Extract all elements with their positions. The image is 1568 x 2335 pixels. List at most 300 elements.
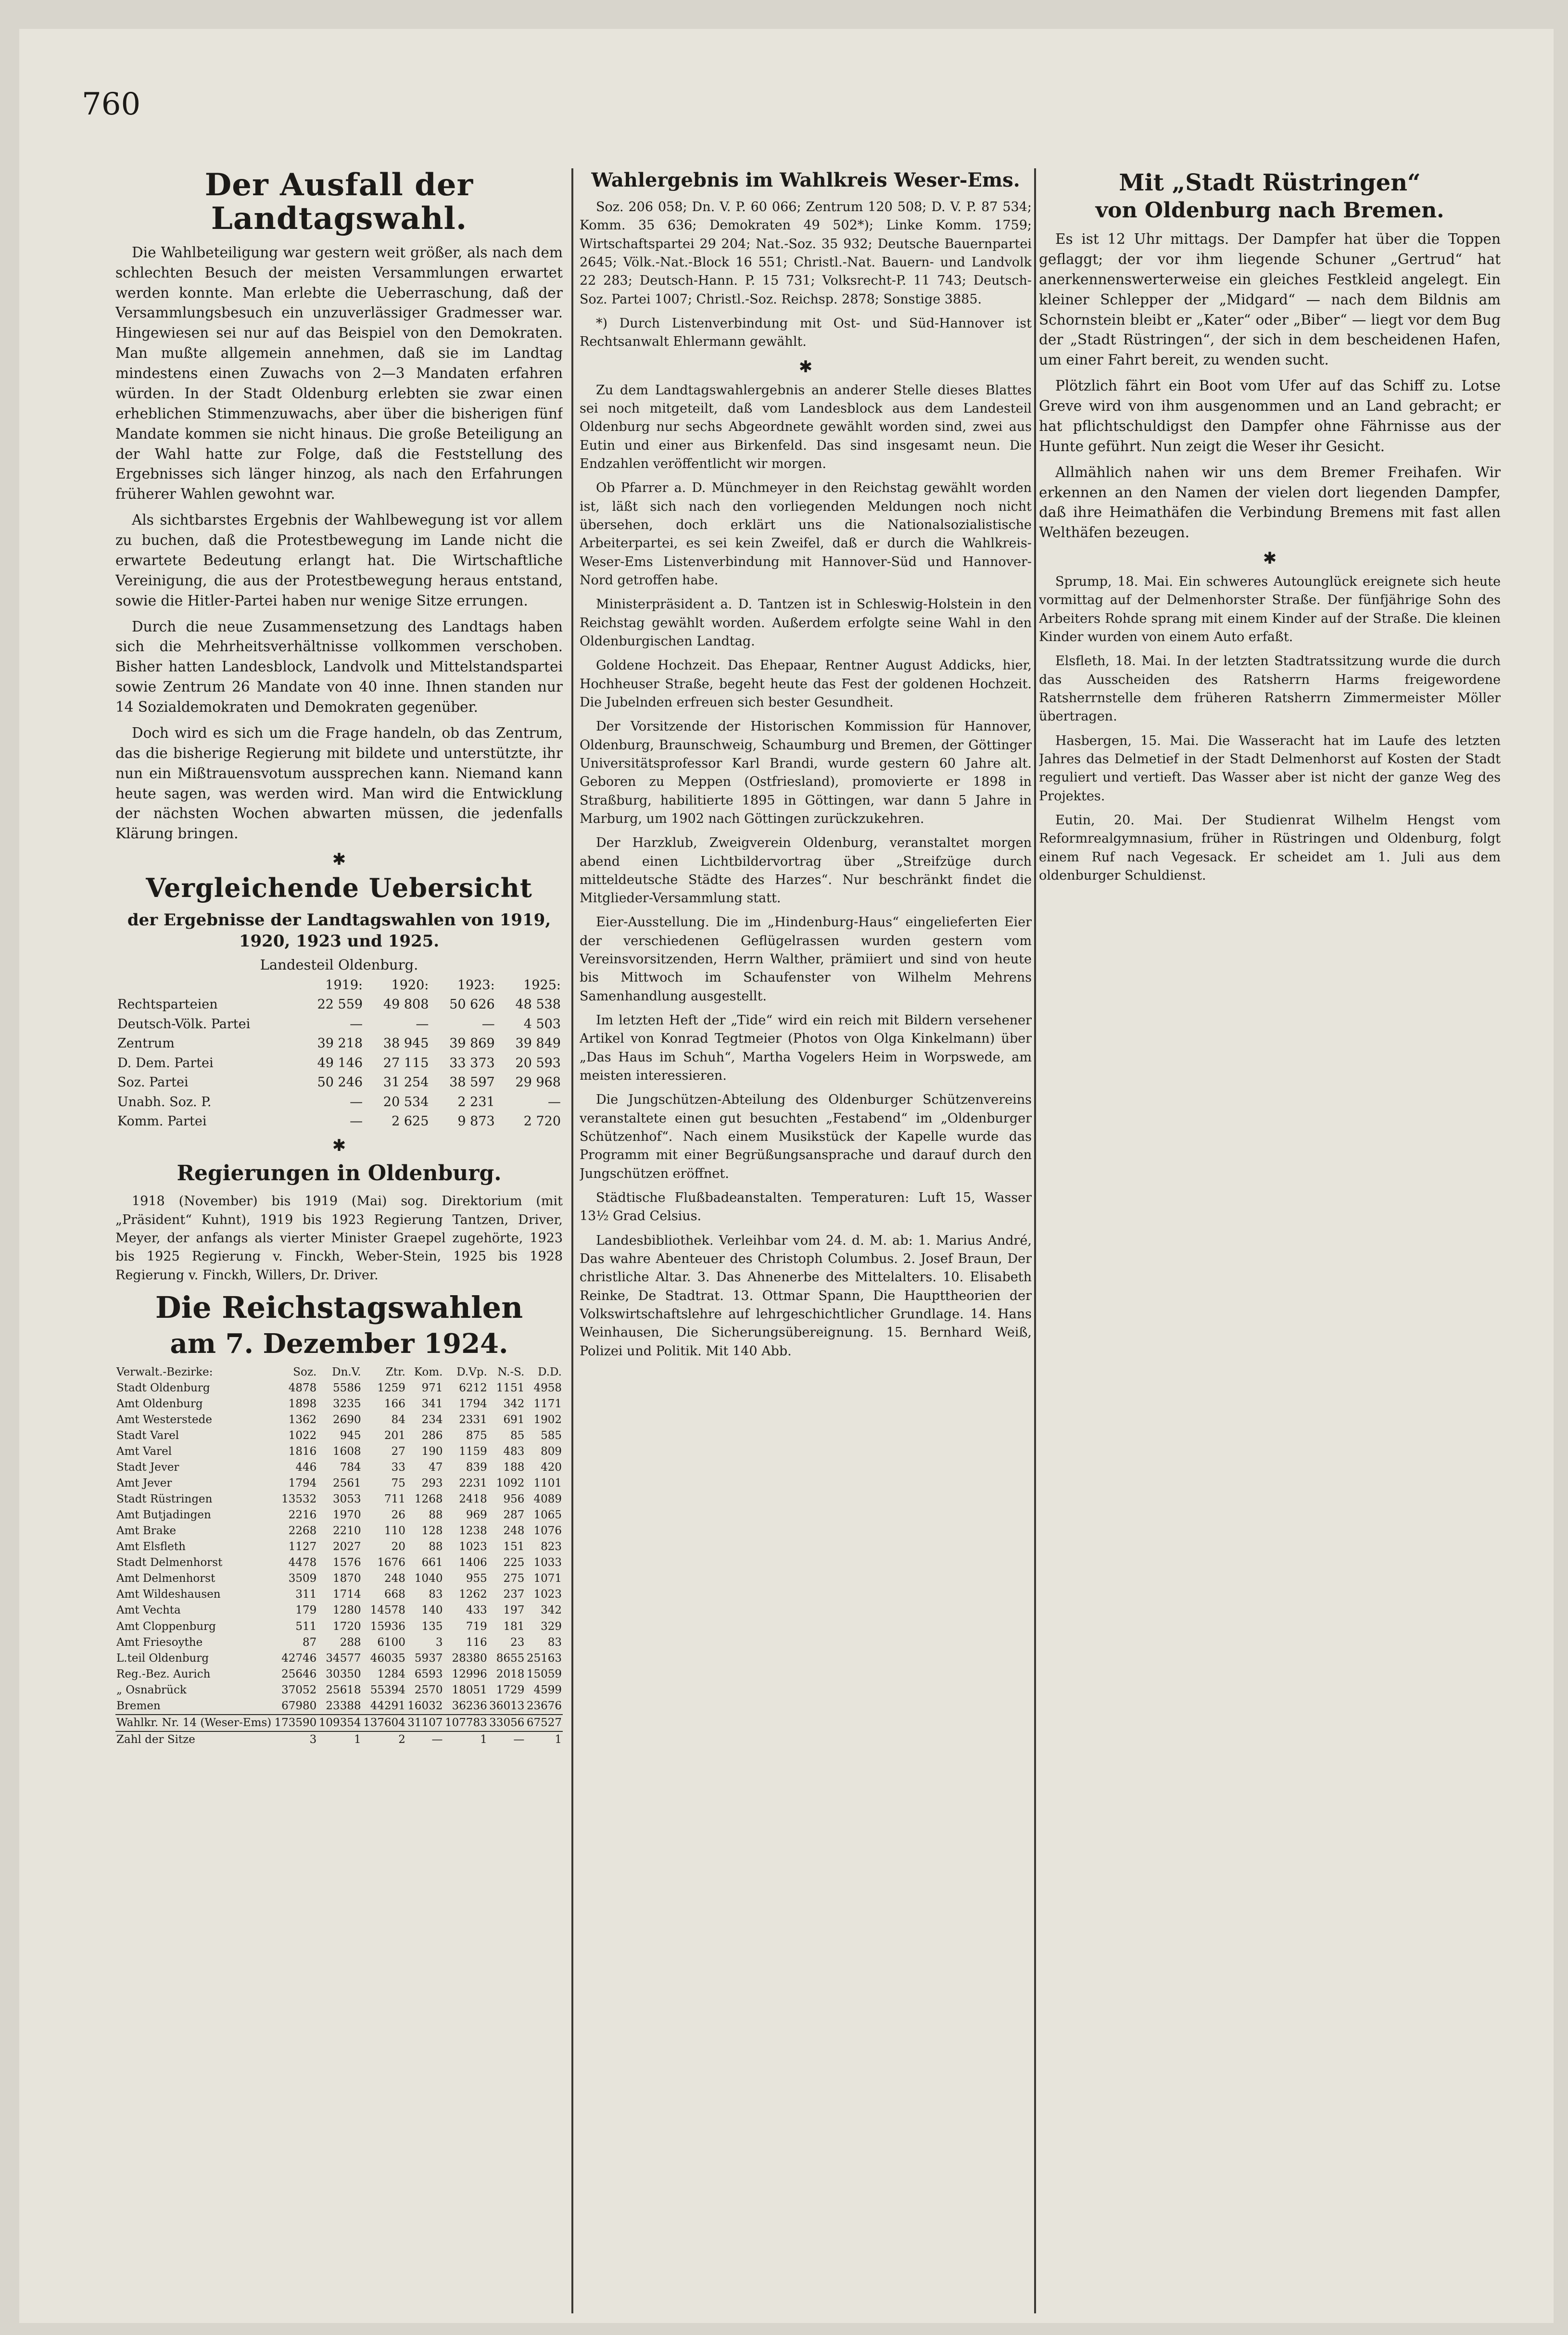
table-header-cell: Soz. [293, 1365, 317, 1378]
table-cell: 2268 [288, 1525, 317, 1538]
table-row [115, 1034, 563, 1053]
table-cell: 12996 [452, 1667, 487, 1680]
table-row [115, 1523, 563, 1539]
table-cell: 87 [303, 1636, 317, 1649]
wahlergebnis-footnote: *) Durch Listenverbindung mit Ost- und Süd-Hannover ist Rechtsanwalt Ehlermann gewählt. [580, 316, 1032, 350]
table-cell: 2331 [459, 1413, 487, 1426]
comparison-title: Vergleichende Uebersicht [146, 872, 532, 904]
table-cell: 15059 [526, 1667, 562, 1680]
table-cell: 1970 [333, 1509, 361, 1522]
table-cell: 6100 [377, 1636, 405, 1649]
table-cell: 1065 [533, 1509, 562, 1522]
table-cell: 585 [541, 1429, 562, 1442]
table-cell: 23676 [526, 1699, 562, 1712]
table-cell: 287 [503, 1509, 525, 1522]
table-cell: 711 [384, 1493, 405, 1506]
table-cell: 4089 [533, 1493, 562, 1506]
table-cell: 30350 [326, 1667, 361, 1680]
table-cell: 83 [429, 1588, 443, 1601]
news-item: Zu dem Landtagswahlergebnis an anderer Stelle dieses Blattes sei noch mitgeteilt, daß vom Landesblock aus dem Landesteil Oldenburg nur sechs Abgeordnete gewählt worden sind, zwei aus Eutin und einer aus Birkenfeld. Das sind insgesamt neun. Die Endzahlen veröffentlicht wir morgen. [580, 382, 1032, 471]
table-cell: Amt Butjadingen [116, 1509, 211, 1522]
table-cell: Amt Cloppenburg [116, 1620, 216, 1633]
table-cell: 668 [384, 1588, 405, 1601]
table-cell: 197 [503, 1604, 525, 1617]
table-cell: Amt Oldenburg [116, 1397, 203, 1410]
table-row [115, 1571, 563, 1587]
table-cell: Amt Brake [116, 1525, 177, 1538]
news-item: Elsfleth, 18. Mai. In der letzten Stadtratssitzung wurde die durch das Ausscheiden des Ratsherrn Harms freigewordene Ratsherrnstelle dem früheren Ratsherrn Zimmermeister Möller übertragen. [1039, 654, 1501, 724]
table-cell: 1023 [533, 1588, 562, 1601]
table-cell: „ Osnabrück [116, 1683, 187, 1696]
table-cell: 46035 [370, 1652, 405, 1665]
table-cell: Deutsch-Völk. Partei [117, 1016, 251, 1032]
table-cell: 36013 [489, 1699, 525, 1712]
reichstag-title-line1: Die Reichstagswahlen [155, 1290, 523, 1325]
table-row [115, 1603, 563, 1618]
table-cell: Amt Jever [116, 1477, 172, 1490]
table-cell: 135 [421, 1620, 443, 1633]
table-cell: 6212 [459, 1381, 487, 1394]
table-cell: — [513, 1733, 525, 1746]
news-item: Eier-Ausstellung. Die im „Hindenburg-Haus“ eingelieferten Eier der verschiedenen Geflügelrassen wurden gestern vom Vereinsvorsitzenden, Herrn Walther, prämiiert und sind von heute bis Mittwoch im Schaufenster von Wilhelm Mehrens Samenhandlung ausgestellt. [580, 915, 1032, 1004]
table-cell: 88 [429, 1540, 443, 1553]
table-cell: 1033 [533, 1556, 562, 1569]
reichstag-title-line2: am 7. Dezember 1924. [170, 1328, 508, 1360]
table-cell: 107783 [444, 1716, 487, 1729]
table-cell: 50 246 [317, 1075, 363, 1090]
table-cell: 4478 [288, 1556, 317, 1569]
table-cell: 37052 [281, 1683, 317, 1696]
table-header-cell: Ztr. [385, 1365, 405, 1378]
news-item: Hasbergen, 15. Mai. Die Wasseracht hat im Laufe des letzten Jahres das Delmetief in der Stadt Delmenhorst auf Kosten der Stadt reguliert und vertieft. Das Wasser aber ist nicht der ganze Weg des Projektes. [1039, 733, 1501, 804]
table-cell: 341 [421, 1397, 443, 1410]
separator-star: ✱ [798, 357, 813, 377]
table-cell: 1151 [496, 1381, 525, 1394]
table-cell: 342 [541, 1604, 562, 1617]
table-cell: 16032 [407, 1699, 443, 1712]
table-cell: 23388 [326, 1699, 361, 1712]
table-cell: Rechtsparteien [117, 997, 218, 1012]
table-cell: Amt Wildeshausen [116, 1588, 221, 1601]
table-row [115, 1651, 563, 1666]
table-cell: 188 [503, 1461, 525, 1474]
table-cell: — [350, 1094, 363, 1110]
table-cell: 28380 [452, 1652, 487, 1665]
table-cell: 49 808 [383, 997, 429, 1012]
table-cell: 49 146 [317, 1055, 363, 1071]
table-cell: Amt Elsfleth [116, 1540, 186, 1553]
table-cell: 20 534 [383, 1094, 429, 1110]
table-cell: 2216 [288, 1509, 317, 1522]
table-cell: 22 559 [317, 997, 363, 1012]
table-cell: — [350, 1016, 363, 1032]
table-row [115, 1015, 563, 1034]
table-cell: 27 [391, 1445, 405, 1458]
table-cell: 1092 [496, 1477, 525, 1490]
news-item: Im letzten Heft der „Tide“ wird ein reich mit Bildern versehener Artikel von Konrad Tegtmeier (Photos von Olga Kinkelmann) über „Das Haus im Schuh“, Martha Vogelers Heim in Worpswede, am meisten interessieren. [580, 1013, 1032, 1084]
table-cell: 128 [421, 1525, 443, 1538]
table-cell: 33 [391, 1461, 405, 1474]
table-row [115, 1507, 563, 1523]
table-cell: Amt Friesoythe [116, 1636, 203, 1649]
table-cell: 433 [466, 1604, 487, 1617]
table-cell: 1071 [533, 1572, 562, 1585]
table-row [115, 1054, 563, 1073]
table-cell: 1238 [459, 1525, 487, 1538]
table-row [115, 1539, 563, 1555]
table-cell: 3 [309, 1733, 317, 1746]
table-cell: Amt Varel [116, 1445, 172, 1458]
table-cell: 75 [391, 1477, 405, 1490]
table-cell: 661 [421, 1556, 443, 1569]
table-cell: 248 [503, 1525, 525, 1538]
table-cell: 47 [429, 1461, 443, 1474]
table-cell: 1362 [288, 1413, 317, 1426]
table-row [115, 1428, 563, 1444]
table-cell: 3053 [333, 1493, 361, 1506]
table-cell: 2 625 [392, 1113, 429, 1129]
table-cell: Zentrum [117, 1036, 175, 1051]
table-cell: 4 503 [523, 1016, 561, 1032]
table-cell: 1268 [414, 1493, 443, 1506]
separator-star: ✱ [332, 850, 346, 870]
table-header-cell: D.Vp. [456, 1365, 487, 1378]
table-cell: 15936 [370, 1620, 405, 1633]
table-cell: 1171 [533, 1397, 562, 1410]
table-header-cell [115, 976, 299, 995]
table-cell: 956 [503, 1493, 525, 1506]
table-cell: Bremen [116, 1699, 161, 1712]
table-row [115, 1396, 563, 1412]
table-cell: Reg.-Bez. Aurich [116, 1667, 211, 1680]
paragraph: Allmählich nahen wir uns dem Bremer Freihafen. Wir erkennen an den Namen der vielen dort liegenden Dampfer, daß ihre Heimathäfen die Verbindung Bremens mit fast allen Welthäfen bezeugen. [1039, 464, 1501, 541]
table-cell: 2561 [333, 1477, 361, 1490]
table-row [115, 1476, 563, 1491]
table-header-cell: 1920: [391, 977, 429, 993]
table-cell: 2027 [333, 1540, 361, 1553]
table-cell: — [431, 1733, 443, 1746]
table-cell: 25646 [281, 1667, 317, 1680]
table-cell: 67980 [281, 1699, 317, 1712]
table-row [115, 1698, 563, 1715]
news-item: Eutin, 20. Mai. Der Studienrat Wilhelm Hengst vom Reformrealgymnasium, früher in Rüstringen und Oldenburg, folgt einem Ruf nach Vegesack. Er scheidet am 1. Juli aus dem oldenburger Schuldienst. [1039, 813, 1501, 884]
table-cell: 1076 [533, 1525, 562, 1538]
table-row [115, 1587, 563, 1603]
table-cell: 38 597 [449, 1075, 495, 1090]
table-cell: 3 [435, 1636, 443, 1649]
table-cell: 420 [541, 1461, 562, 1474]
weather-note: Städtische Flußbadeanstalten. Temperaturen: Luft 15, Wasser 13½ Grad Celsius. [580, 1190, 1032, 1224]
table-cell: 109354 [318, 1716, 361, 1729]
news-item: Der Harzklub, Zweigverein Oldenburg, veranstaltet morgen abend einen Lichtbildervortrag über „Streifzüge durch mitteldeutsche Städte des Harzes“. Nur beschränkt findet die Mitglieder-Versammlung statt. [580, 835, 1032, 906]
table-cell: 1676 [377, 1556, 405, 1569]
table-cell: Stadt Delmenhorst [116, 1556, 223, 1569]
table-row [115, 1682, 563, 1698]
table-cell: Zahl der Sitze [116, 1733, 195, 1746]
table-row [115, 1412, 563, 1428]
table-cell: 4599 [533, 1683, 562, 1696]
table-cell: 2690 [333, 1413, 361, 1426]
table-cell: 342 [503, 1397, 525, 1410]
separator-star: ✱ [1263, 549, 1277, 568]
table-cell: 1040 [414, 1572, 443, 1585]
table-cell: 955 [466, 1572, 487, 1585]
table-cell: 225 [503, 1556, 525, 1569]
government-title: Regierungen in Oldenburg. [177, 1161, 502, 1186]
table-row [115, 1380, 563, 1396]
table-cell: 446 [295, 1461, 317, 1474]
table-cell: 23 [510, 1636, 525, 1649]
table-cell: 1608 [333, 1445, 361, 1458]
table-header-cell: D.D. [538, 1365, 562, 1378]
table-cell: 2210 [333, 1525, 361, 1538]
news-item: Die Jungschützen-Abteilung des Oldenburger Schützenvereins veranstaltete einen gut besuchten „Festabend“ im „Oldenburger Schützenhof“. Nach einem Musikstück der Kapelle wurde das Programm mit einer Begrüßungsansprache und darauf durch den Jungschützen eröffnet. [580, 1092, 1032, 1181]
table-cell: Amt Westerstede [116, 1413, 212, 1426]
table-header-cell: Kom. [414, 1365, 443, 1378]
table-cell: 31107 [407, 1716, 443, 1729]
wahlergebnis-title: Wahlergebnis im Wahlkreis Weser-Ems. [591, 169, 1020, 191]
table-row [115, 1073, 563, 1092]
table-cell: 4878 [288, 1381, 317, 1394]
table-cell: Stadt Rüstringen [116, 1493, 213, 1506]
table-cell: 179 [295, 1604, 317, 1617]
regional-news-list [1039, 573, 1501, 885]
table-cell: 3235 [333, 1397, 361, 1410]
table-cell: 2418 [459, 1493, 487, 1506]
table-cell: Stadt Varel [116, 1429, 179, 1442]
table-cell: 2018 [496, 1667, 525, 1680]
table-cell: — [350, 1113, 363, 1129]
newspaper-page [19, 29, 1554, 2323]
comparison-table [115, 976, 563, 1132]
paragraph: Doch wird es sich um die Frage handeln, ob das Zentrum, das die bisherige Regierung mit bildete und unterstützte, ihr nun ein Mißtrauensvotum aussprechen kann. Niemand kann heute sagen, was werden wird. Man wird die Entwicklung der nächsten Wochen abwarten müssen, die jedenfalls Klärung bringen. [115, 724, 563, 842]
table-cell: 1898 [288, 1397, 317, 1410]
table-cell: 4958 [533, 1381, 562, 1394]
table-cell: 1902 [533, 1413, 562, 1426]
table-cell: 1576 [333, 1556, 361, 1569]
table-header-cell: Verwalt.-Bezirke: [116, 1365, 213, 1378]
paragraph: Als sichtbarstes Ergebnis der Wahlbewegung ist vor allem zu buchen, daß die Protestbewegung im Lande nicht die erwartete Bedeutung erlangt hat. Die Wirtschaftliche Vereinigung, die aus der Protestbewegung heraus entstand, sowie die Hitler-Partei haben nur wenige Sitze errungen. [115, 512, 563, 609]
table-cell: 2 720 [523, 1113, 561, 1129]
table-row [115, 1491, 563, 1507]
table-cell: 691 [503, 1413, 525, 1426]
news-item: Sprump, 18. Mai. Ein schweres Autounglück ereignete sich heute vormittag auf der Delmenhorster Straße. Der fünfjährige Sohn des Arbeiters Rohde sprang mit einem Kinder auf der Straße. Die kleinen Kinder wurden von einem Auto erfaßt. [1039, 574, 1501, 645]
local-news-list [580, 381, 1032, 1183]
table-cell: 1729 [496, 1683, 525, 1696]
paragraph: Die Wahlbeteiligung war gestern weit größer, als nach dem schlechten Besuch der meisten Versammlungen erwartet werden konnte. Man erlebte die Ueberraschung, daß der Versammlungsbesuch ein unzuverlässiger Gradmesser war. Hingewiesen sei nur auf das Beispiel von den Demokraten. Man mußte allgemein annehmen, daß sie im Landtag mindestens einen Zuwachs von 2—3 Mandaten erfahren würden. In der Stadt Oldenburg erlebten sie zwar einen erheblichen Stimmenzuwachs, aber über die bisherigen fünf Mandate kommen sie nicht hinaus. Die große Beteiligung an der Wahl hatte zur Folge, daß die Feststellung des Ergebnisses sich länger hinzog, als nach den Erfahrungen früherer Wahlen gewohnt war. [115, 244, 563, 503]
table-cell: 201 [384, 1429, 405, 1442]
table-row [115, 1460, 563, 1476]
comparison-subtitle: der Ergebnisse der Landtagswahlen von 1919, 1920, 1923 und 1925. [127, 910, 551, 951]
table-cell: — [548, 1094, 561, 1110]
table-cell: 5937 [414, 1652, 443, 1665]
table-row [115, 1093, 563, 1112]
table-cell: 1022 [288, 1429, 317, 1442]
table-cell: 116 [466, 1636, 487, 1649]
table-cell: 1406 [459, 1556, 487, 1569]
table-cell: 275 [503, 1572, 525, 1585]
table-cell: 84 [391, 1413, 405, 1426]
table-cell: 1794 [459, 1397, 487, 1410]
table-cell: 2231 [459, 1477, 487, 1490]
column-middle [580, 168, 1032, 2323]
column-right [1039, 168, 1501, 2323]
table-cell: 839 [466, 1461, 487, 1474]
paragraph: Durch die neue Zusammensetzung des Landtags haben sich die Mehrheitsverhältnisse vollkommen verschoben. Bisher hatten Landesblock, Landvolk und Mittelstandspartei sowie Zentrum 26 Mandate von 40 inne. Ihnen standen nur 14 Sozialdemokraten und Demokraten gegenüber. [115, 618, 563, 716]
table-cell: 1816 [288, 1445, 317, 1458]
table-cell: 20 593 [515, 1055, 561, 1071]
news-item: Ob Pfarrer a. D. Münchmeyer in den Reichstag gewählt worden ist, läßt sich nach den vorliegenden Meldungen noch nicht übersehen, doch erklärt uns die Nationalsozialistische Arbeiterpartei, es sei kein Zweifel, daß er durch die Wahlkreis-Weser-Ems Listenverbindung mit Hannover-Süd und Hannover-Nord getroffen habe. [580, 480, 1032, 588]
table-cell: 1284 [377, 1667, 405, 1680]
table-cell: 3509 [288, 1572, 317, 1585]
table-cell: 14578 [370, 1604, 405, 1617]
table-cell: L.teil Oldenburg [116, 1652, 209, 1665]
table-cell: 33 373 [449, 1055, 495, 1071]
table-cell: 784 [340, 1461, 361, 1474]
table-cell: 971 [421, 1381, 443, 1394]
column-rule [571, 168, 573, 2313]
table-cell: 39 869 [449, 1036, 495, 1051]
table-cell: 1262 [459, 1588, 487, 1601]
table-cell: 1870 [333, 1572, 361, 1585]
table-cell: 237 [503, 1588, 525, 1601]
table-row [115, 1666, 563, 1682]
paragraph: Es ist 12 Uhr mittags. Der Dampfer hat über die Toppen geflaggt; der vor ihm liegende Schuner „Gertrud“ hat anerkennenswerterweise ein gleiches Festkleid angelegt. Ein kleiner Schlepper der „Midgard“ — nach dem Bildnis am Schornstein bleibt er „Kater“ oder „Biber“ — liegt vor dem Bug der „Stadt Rüstringen“, der sich in dem bescheidenen Hafen, um einer Fahrt bereit, zu wenden sucht. [1039, 231, 1501, 368]
table-cell: 288 [340, 1636, 361, 1649]
table-row-seats-row [115, 1731, 563, 1748]
table-cell: Amt Delmenhorst [116, 1572, 215, 1585]
table-cell: 137604 [363, 1716, 405, 1729]
table-cell: 173590 [274, 1716, 317, 1729]
table-cell: 44291 [370, 1699, 405, 1712]
table-cell: 2570 [414, 1683, 443, 1696]
column-rule [1034, 168, 1036, 2313]
table-cell: 719 [466, 1620, 487, 1633]
table-cell: — [481, 1016, 495, 1032]
wahlergebnis-results: Soz. 206 058; Dn. V. P. 60 066; Zentrum 120 508; D. V. P. 87 534; Komm. 35 636; Demokraten 49 502*); Linke Komm. 1759; Wirtschaftspartei 29 204; Nat.-Soz. 35 932; Deutsche Bauernpartei 2645; Völk.-Nat.-Block 16 551; Christl.-Nat. Bauern- und Landvolk 22 283; Deutsch-Hann. P. 15 731; Volksrecht-P. 11 743; Deutsch-Soz. Partei 1007; Christl.-Soz. Reichsp. 2878; Sonstige 3885. [580, 200, 1032, 307]
table-cell: 166 [384, 1397, 405, 1410]
table-cell: 823 [541, 1540, 562, 1553]
table-cell: 483 [503, 1445, 525, 1458]
table-cell: 9 873 [457, 1113, 495, 1129]
paragraph: Plötzlich fährt ein Boot vom Ufer auf das Schiff zu. Lotse Greve wird von ihm ausgenommen und an Land gebracht; er hat pflichtschuldigst den Dampfer ohne Fährnisse aus der Hunte geführt. Nun zeigt die Weser ihr Gesicht. [1039, 378, 1501, 454]
table-cell: 140 [421, 1604, 443, 1617]
table-cell: 25618 [326, 1683, 361, 1696]
table-cell: 33056 [489, 1716, 525, 1729]
table-cell: 1159 [459, 1445, 487, 1458]
table-cell: 39 218 [317, 1036, 363, 1051]
separator-star: ✱ [332, 1136, 346, 1156]
table-cell: 31 254 [383, 1075, 429, 1090]
table-row [115, 1444, 563, 1460]
table-cell: 1101 [533, 1477, 562, 1490]
table-row [115, 1635, 563, 1651]
table-cell: 5586 [333, 1381, 361, 1394]
table-cell: 13532 [281, 1493, 317, 1506]
table-header-cell: 1925: [523, 977, 561, 993]
table-cell: 110 [384, 1525, 405, 1538]
table-cell: Unabh. Soz. P. [117, 1094, 212, 1110]
table-cell: 18051 [452, 1683, 487, 1696]
table-cell: 67527 [526, 1716, 562, 1729]
table-cell: 293 [421, 1477, 443, 1490]
table-cell: D. Dem. Partei [117, 1055, 214, 1071]
comparison-region: Landesteil Oldenburg. [260, 956, 418, 973]
table-cell: Amt Vechta [116, 1604, 181, 1617]
table-row [115, 995, 563, 1014]
table-cell: 1023 [459, 1540, 487, 1553]
table-cell: Stadt Jever [116, 1461, 179, 1474]
news-item: Ministerpräsident a. D. Tantzen ist in Schleswig-Holstein in den Reichstag gewählt worden. Außerdem erfolgte seine Wahl in den Oldenburgischen Landtag. [580, 597, 1032, 649]
table-cell: 8655 [496, 1652, 525, 1665]
table-cell: Stadt Oldenburg [116, 1381, 210, 1394]
table-cell: 151 [503, 1540, 525, 1553]
table-cell: 1720 [333, 1620, 361, 1633]
table-cell: 875 [466, 1429, 487, 1442]
table-cell: 190 [421, 1445, 443, 1458]
table-cell: Komm. Partei [117, 1113, 207, 1129]
table-cell: 85 [510, 1429, 525, 1442]
table-cell: 50 626 [449, 997, 495, 1012]
table-header-cell: N.-S. [497, 1365, 525, 1378]
table-cell: 511 [295, 1620, 317, 1633]
table-cell: 2 [398, 1733, 405, 1746]
table-row [115, 1112, 563, 1131]
table-cell: 34577 [326, 1652, 361, 1665]
table-cell: Wahlkr. Nr. 14 (Weser-Ems) [116, 1716, 272, 1729]
table-cell: 234 [421, 1413, 443, 1426]
voyage-title-line2: von Oldenburg nach Bremen. [1095, 198, 1444, 223]
table-cell: 969 [466, 1509, 487, 1522]
table-cell: 6593 [414, 1667, 443, 1680]
table-cell: 1 [354, 1733, 361, 1746]
table-cell: 38 945 [383, 1036, 429, 1051]
table-cell: Soz. Partei [117, 1075, 189, 1090]
table-cell: 20 [391, 1540, 405, 1553]
table-cell: 311 [295, 1588, 317, 1601]
table-cell: 1280 [333, 1604, 361, 1617]
table-cell: 27 115 [383, 1055, 429, 1071]
table-cell: 83 [547, 1636, 562, 1649]
table-cell: 1714 [333, 1588, 361, 1601]
table-cell: 248 [384, 1572, 405, 1585]
column-left [115, 168, 563, 2323]
table-header-cell: Dn.V. [332, 1365, 361, 1378]
page-number: 760 [82, 87, 141, 122]
table-cell: 329 [541, 1620, 562, 1633]
table-cell: 1 [555, 1733, 562, 1746]
table-cell: 88 [429, 1509, 443, 1522]
table-cell: 42746 [281, 1652, 317, 1665]
table-cell: 55394 [370, 1683, 405, 1696]
table-cell: 945 [340, 1429, 361, 1442]
table-cell: 1794 [288, 1477, 317, 1490]
reichstag-table [115, 1364, 563, 1748]
table-cell: 36236 [452, 1699, 487, 1712]
library-note: Landesbibliothek. Verleihbar vom 24. d. M. ab: 1. Marius André, Das wahre Abenteuer des Christoph Columbus. 2. Josef Braun, Der christliche Altar. 3. Das Ahnenerbe des Mittelalters. 10. Elisabeth Reinke, De Stadtrat. 13. Ottmar Spann, Die Haupttheorien der Volkswirtschaftslehre auf lehrgeschichtlicher Grundlage. 14. Hans Weinhausen, Die Sicherungsübereignung. 15. Bernhard Weiß, Polizei und Politik. Mit 140 Abb. [580, 1233, 1032, 1359]
table-cell: 39 849 [515, 1036, 561, 1051]
table-cell: 48 538 [515, 997, 561, 1012]
government-text: 1918 (November) bis 1919 (Mai) sog. Direktorium (mit „Präsident“ Kuhnt), 1919 bis 1923 Regierung Tantzen, Driver, Meyer, der anfangs als vierter Minister Graepel zugehörte, 1923 bis 1925 Regierung v. Finckh, Weber-Stein, 1925 bis 1928 Regierung v. Finckh, Willers, Dr. Driver. [115, 1194, 563, 1283]
table-cell: 1127 [288, 1540, 317, 1553]
news-item: Goldene Hochzeit. Das Ehepaar, Rentner August Addicks, hier, Hochheuser Straße, begeht heute das Fest der goldenen Hochzeit. Die Jubelnden erfreuen sich bester Gesundheit. [580, 658, 1032, 710]
table-cell: 1 [480, 1733, 487, 1746]
table-cell: 29 968 [515, 1075, 561, 1090]
table-row-total-row [115, 1715, 563, 1731]
table-cell: 1259 [377, 1381, 405, 1394]
table-cell: — [416, 1016, 429, 1032]
table-cell: 25163 [526, 1652, 562, 1665]
